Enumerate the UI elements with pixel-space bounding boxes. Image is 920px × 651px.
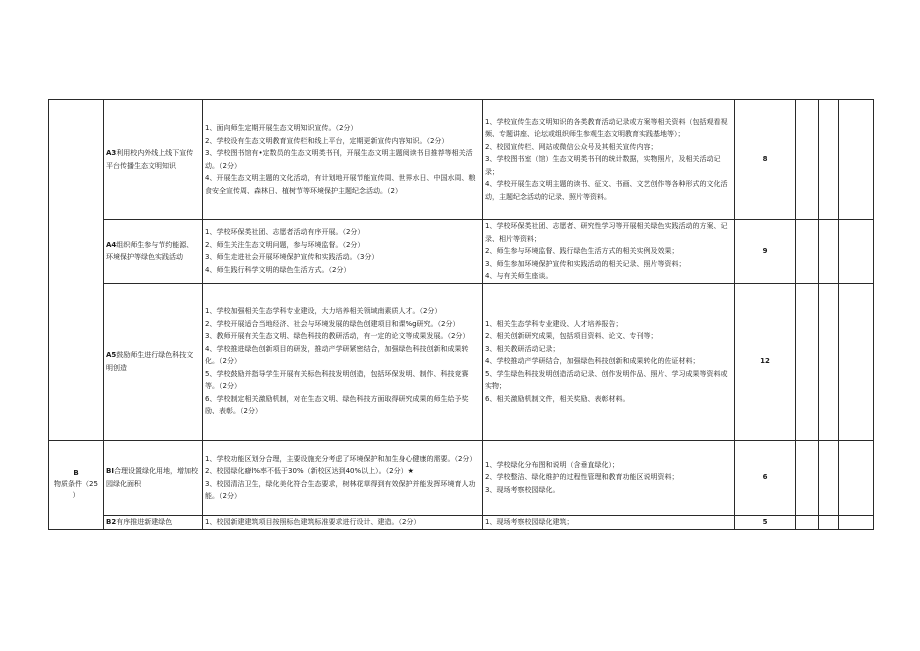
table-row <box>49 440 874 515</box>
evidence-line: 1、现场考察校园绿化建筑； <box>485 517 574 526</box>
standard-line: 4、开展生态文明主题的文化活动，有计划地开展节能宣传周、世界水日、中国水周、粮食安全宣传周、森林日、植树节等环境保护主题纪念活动。（2） <box>205 174 476 195</box>
standards-cell <box>203 220 483 284</box>
category-code: B <box>73 469 79 477</box>
review-score-cell <box>819 220 839 284</box>
item-text: 利用校内外线上线下宣传平台传播生态文明知识 <box>106 149 194 170</box>
standard-line: 2、师生关注生态文明问题，参与环境监督。（2分） <box>205 240 365 249</box>
self-score-cell <box>796 440 819 515</box>
standard-line: 4、学校推进绿色创新项目的研发，推动产学研紧密结合，加强绿色科技创新和成果转化。（2分） <box>205 344 469 366</box>
item-code: B2 <box>106 517 117 526</box>
standard-line: 3、校园清洁卫生，绿化美化符合生态要求，树林花草得到有效保护并能发挥环境育人功能。（2分） <box>205 479 476 500</box>
score-cell: 5 <box>735 515 796 529</box>
category-label-tail: ） <box>72 491 80 499</box>
evidence-line: 5、学生绿色科技发明创造活动记录、创作发明作品、照片、学习成果等资料或实物； <box>485 369 728 391</box>
evidence-line: 3、相关教研活动记录； <box>485 344 560 353</box>
remark-cell <box>839 515 874 529</box>
standard-line: 1、学校加强相关生态学科专业建设，大力培养相关领域南素质人才。（2分） <box>205 307 442 316</box>
category-b-cell <box>49 440 104 529</box>
evidence-line: 3、现场考察校园绿化。 <box>485 485 560 494</box>
standard-line: 4、师生践行科学文明的绿色生活方式。（2分） <box>205 265 351 274</box>
standards-cell <box>203 440 483 515</box>
item-cell <box>104 515 203 529</box>
evidence-line: 4、与有关师生座谈。 <box>485 272 553 280</box>
evidence-cell <box>483 440 735 515</box>
evidence-line: 2、校园宣传栏、网站或微信公众号及其相关宣传内容； <box>485 142 658 151</box>
evidence-cell <box>483 100 735 220</box>
remark-cell <box>839 220 874 284</box>
item-code: A4 <box>106 240 117 249</box>
standard-line: 5、学校鼓励并指导学生开展有关标色科技发明创造，包括环保发明、制作、科技竞赛等。（2分） <box>205 369 469 391</box>
review-score-cell <box>819 100 839 220</box>
standard-line: 1、学校功能区划分合理，主要设施充分考虑了环境保护和加生身心健康的需要。（2分） <box>205 454 477 463</box>
review-score-cell <box>819 283 839 440</box>
self-score-cell <box>796 515 819 529</box>
item-text: 组织师生参与节约能源、环境保护等绿色实践活动 <box>106 240 194 262</box>
evidence-line: 3、学校图书室（馆）生态文明类书刊的统计数据，实物照片，及相关活动记录； <box>485 155 721 176</box>
evidence-line: 1、相关生态学科专业建设、人才培养报告； <box>485 319 623 328</box>
remark-cell <box>839 100 874 220</box>
remark-cell <box>839 283 874 440</box>
score-cell: 9 <box>735 220 796 284</box>
standard-line: 2、学校设有生态文明教育宣传栏和线上平台，定期更新宣传内容知识。（2分） <box>205 136 449 145</box>
evidence-line: 2、师生参与环境监督、践行绿色生活方式的相关实例及效果； <box>485 247 679 255</box>
item-cell <box>104 440 203 515</box>
remark-cell <box>839 440 874 515</box>
standard-line: 3、师生走进社会开展环境保护宣传和实践活动。（3分） <box>205 253 379 262</box>
item-cell <box>104 220 203 284</box>
table-row <box>49 283 874 440</box>
evidence-line: 4、学校开展生态文明主题的读书、征文、书画、文艺创作等各种形式的文化活动，主题纪念活动的记录、照片等资料。 <box>485 180 728 201</box>
standards-cell <box>203 283 483 440</box>
item-text: 鼓励师生进行绿色科技文明创造 <box>106 351 194 372</box>
table-body <box>49 100 874 530</box>
evaluation-table <box>48 99 874 530</box>
table-row <box>49 100 874 220</box>
self-score-cell <box>796 100 819 220</box>
evidence-cell <box>483 515 735 529</box>
standard-line: 1、学校环保类社团、志愿者活动有序开展。（2分） <box>205 228 365 237</box>
evidence-line: 2、学校整洁、绿化维护的过程性管理和教育功能区说明资料； <box>485 473 679 482</box>
standard-line: 3、学校图书馆有•定数员的生态文明类书刊，开展生态文明主题阅读书目推荐等相关活动。（2分） <box>205 149 473 170</box>
table-row <box>49 515 874 529</box>
evidence-line: 4、学校推动产学研结合，加强绿色科技创新和成果转化的佐证材料； <box>485 357 700 366</box>
standard-line: 6、学校制定相关激励机制，对在生态文明、绿色科技方面取得研究成果的师生给予奖励、表彰。（2分） <box>205 394 469 416</box>
evidence-cell <box>483 283 735 440</box>
item-code: A3 <box>106 149 117 157</box>
self-score-cell <box>796 283 819 440</box>
review-score-cell <box>819 515 839 529</box>
item-code: BI <box>106 467 114 475</box>
evidence-line: 2、相关创新研究成果，包括项目资料、论文、专刊等； <box>485 332 658 341</box>
evidence-line: 3、师生参加环境保护宣传和实践活动的相关记录、照片等资料； <box>485 259 686 268</box>
item-cell <box>104 283 203 440</box>
standard-line: 2、校园绿化癖l%率不低于30%（新校区达到40%以上）。（2分）★ <box>205 467 414 475</box>
score-cell: 6 <box>735 440 796 515</box>
standards-cell <box>203 515 483 529</box>
table-row <box>49 220 874 284</box>
standard-line: 2、学校开展适合当地经济、社会与环境发展的绿色创建项目和课%g研究。（2分） <box>205 319 460 328</box>
evidence-cell <box>483 220 735 284</box>
score-cell: 8 <box>735 100 796 220</box>
self-score-cell <box>796 220 819 284</box>
item-code: A5 <box>106 351 117 359</box>
standard-line: 1、校园新建建筑项目按照标色建筑标准要求进行设计、建造。（2分） <box>205 517 421 526</box>
evidence-line: 1、学校宣传生态文明知识的各类教育活动记录或方案等相关资料（包括观看视频、专题讲座、论坛或组织师生参观生态文明教育实践基地等）； <box>485 117 728 139</box>
standards-cell <box>203 100 483 220</box>
evidence-line: 1、学校环保类社团、志愿者、研究性学习等开展相关绿色实践活动的方案、记录、相片等资料； <box>485 222 728 243</box>
item-cell <box>104 100 203 220</box>
category-label: 物质条件（25 <box>54 480 98 488</box>
standard-line: 3、教师开展有关生态文明、绿色科技的教研活动，有一定的论文等成果发展。（2分） <box>205 332 470 341</box>
review-score-cell <box>819 440 839 515</box>
evidence-line: 1、学校绿化分布图和说明（含垂直绿化）； <box>485 460 619 469</box>
score-cell: 12 <box>735 283 796 440</box>
item-text: 有序推进新建绿色 <box>116 517 173 526</box>
category-a-cell <box>49 100 104 441</box>
evidence-line: 6、相关激励机制文件，相关奖励、表彰材料。 <box>485 394 630 403</box>
item-text: 合理设置绿化用地，增加校园绿化面积 <box>106 467 198 488</box>
standard-line: 1、面向师生定期开展生态文明知识宣传。（2分） <box>205 124 358 132</box>
